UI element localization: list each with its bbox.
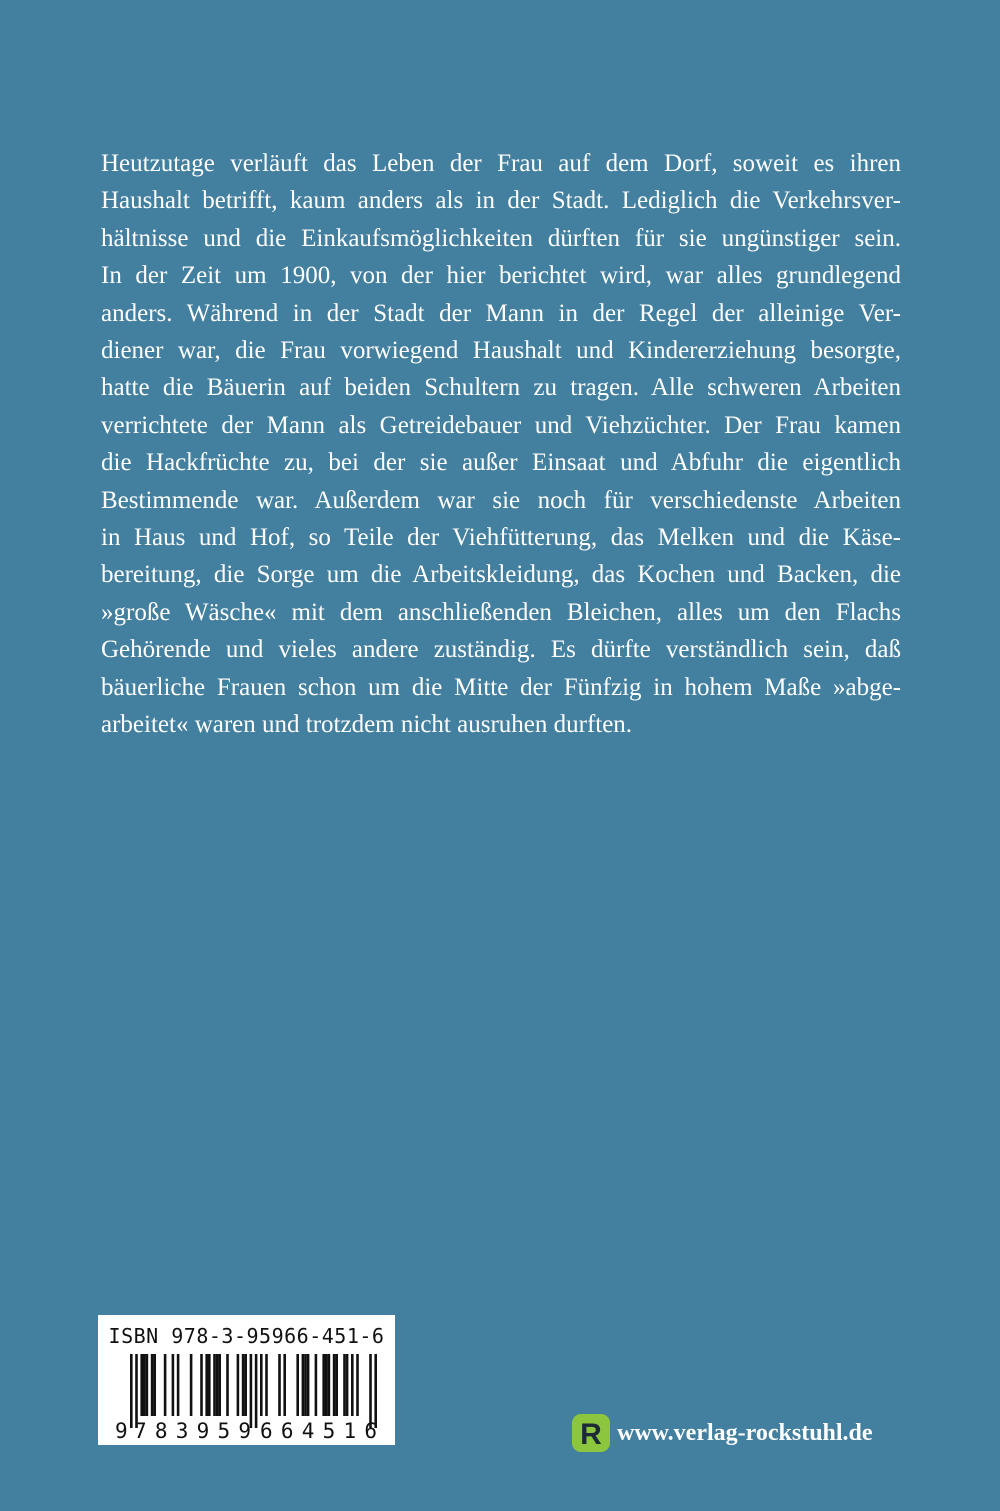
barcode-bar — [260, 1354, 263, 1416]
rockstuhl-r-logo-icon — [571, 1413, 611, 1453]
barcode-bar — [335, 1354, 338, 1416]
barcode-bar — [140, 1354, 143, 1416]
barcode-bar — [244, 1354, 247, 1416]
barcode-guard-bar — [369, 1354, 372, 1428]
barcode-bars — [130, 1354, 377, 1428]
barcode-bar — [143, 1354, 146, 1416]
barcode-bar — [218, 1354, 221, 1416]
blurb-line: diener war, die Frau vorwiegend Haushalt und Kindererziehung besorgte, — [101, 337, 901, 365]
blurb-line: bäuerliche Frauen schon um die Mitte der Fünfzig in hohem Maße »abge- — [101, 673, 901, 701]
barcode-bar — [237, 1354, 240, 1416]
barcode-bar — [242, 1354, 245, 1416]
barcode-bar — [164, 1354, 167, 1416]
barcode-guard-bar — [130, 1354, 133, 1428]
barcode-bar — [356, 1354, 359, 1416]
logo-letter: R — [580, 1418, 602, 1451]
barcode-bar — [153, 1354, 156, 1416]
barcode-bar — [177, 1354, 180, 1416]
barcode-graphic — [98, 1315, 395, 1445]
publisher-website-link[interactable]: www.verlag-rockstuhl.de — [617, 1419, 873, 1446]
blurb-line: in Haus und Hof, so Teile der Viehfütterung, das Melken und die Käse- — [101, 524, 901, 552]
blurb-line: anders. Während in der Stadt der Mann in der Regel der alleinige Ver- — [101, 299, 901, 327]
barcode-bar — [278, 1354, 281, 1416]
blurb-line: Bestimmende war. Außerdem war sie noch für verschiedenste Arbeiten — [101, 486, 901, 514]
barcode-bar — [315, 1354, 318, 1416]
blurb-line: verrichtete der Mann als Getreidebauer und Viehzüchter. Der Frau kamen — [101, 411, 901, 439]
barcode-bar — [325, 1354, 328, 1416]
isbn-label: ISBN 978-3-95966-451-6 — [108, 1324, 385, 1348]
barcode-bar — [172, 1354, 175, 1416]
barcode-bar — [216, 1354, 219, 1416]
barcode-bar — [302, 1354, 305, 1416]
barcode-bar — [265, 1354, 268, 1416]
blurb-line: »große Wäsche« mit dem anschließenden Bleichen, alles um den Flachs — [101, 598, 901, 626]
barcode-bar — [328, 1354, 331, 1416]
barcode-guard-bar — [250, 1354, 253, 1428]
barcode-bar — [343, 1354, 346, 1416]
blurb-line: In der Zeit um 1900, von der hier berichtet wird, war alles grundlegend — [101, 262, 901, 290]
barcode-guard-bar — [374, 1354, 377, 1428]
blurb-line: Haushalt betrifft, kaum anders als in der Stadt. Lediglich die Verkehrsver- — [101, 187, 901, 215]
barcode-bar — [213, 1354, 216, 1416]
blurb-line: arbeitet« waren und trotzdem nicht ausruhen durften. — [101, 711, 633, 739]
barcode-bar — [296, 1354, 299, 1416]
barcode-guard-bar — [255, 1354, 258, 1428]
publisher-imprint — [571, 1412, 873, 1454]
barcode-digits-left: 783959 — [134, 1419, 251, 1443]
blurb-line: hatte die Bäuerin auf beiden Schultern zu tragen. Alle schweren Arbeiten — [101, 374, 901, 402]
barcode-bar — [151, 1354, 154, 1416]
barcode-bar — [351, 1354, 354, 1416]
isbn-barcode-block — [98, 1315, 395, 1445]
barcode-bar — [200, 1354, 203, 1416]
barcode-guard-bar — [135, 1354, 138, 1428]
barcode-bar — [146, 1354, 149, 1416]
barcode-bar — [190, 1354, 193, 1416]
barcode-bar — [333, 1354, 336, 1416]
barcode-bar — [283, 1354, 286, 1416]
barcode-bar — [304, 1354, 307, 1416]
blurb-line: Gehörende und vieles andere zuständig. Es dürfte verständlich sein, daß — [101, 636, 901, 664]
blurb-line: die Hackfrüchte zu, bei der sie außer Einsaat und Abfuhr die eigentlich — [101, 449, 901, 477]
blurb-line: hältnisse und die Einkaufsmöglichkeiten dürften für sie ungünstiger sein. — [101, 224, 901, 252]
barcode-bar — [346, 1354, 349, 1416]
blurb-line: bereitung, die Sorge um die Arbeitskleidung, das Kochen und Backen, die — [101, 561, 901, 589]
barcode-bar — [322, 1354, 325, 1416]
barcode-bar — [226, 1354, 229, 1416]
barcode-bar — [307, 1354, 310, 1416]
barcode-digits-right: 664516 — [260, 1419, 377, 1443]
back-cover-blurb — [101, 145, 901, 744]
blurb-line: Heutzutage verläuft das Leben der Frau auf dem Dorf, soweit es ihren — [101, 150, 901, 177]
barcode-bar — [208, 1354, 211, 1416]
barcode-digit-lead: 9 — [115, 1419, 128, 1443]
barcode-bar — [205, 1354, 208, 1416]
